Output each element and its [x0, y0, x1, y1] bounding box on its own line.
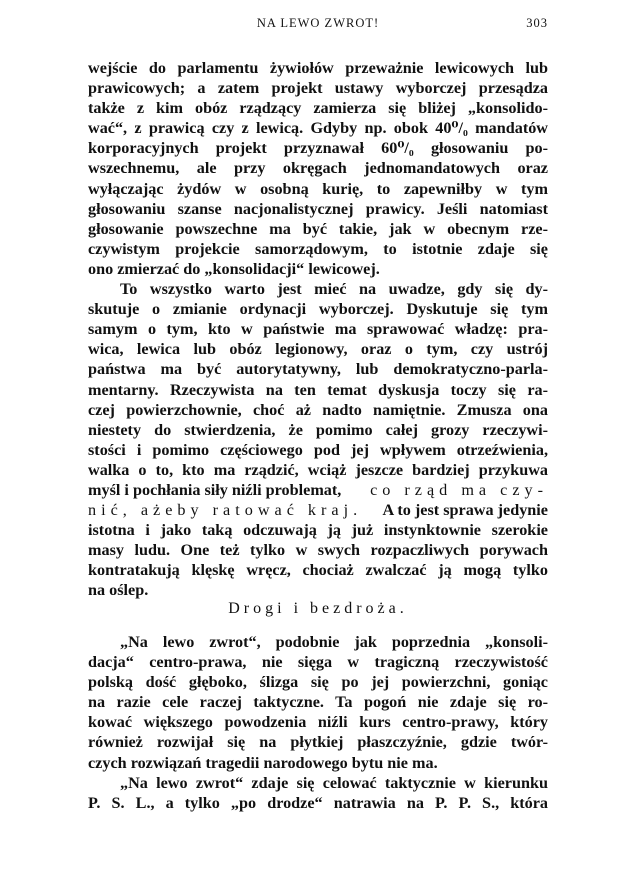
text-line: kować większego powodzenia niźli kurs centro-prawy, który: [88, 713, 548, 732]
text-line: na oślep.: [88, 581, 149, 600]
text-line: wszechnemu, ale przy okręgach jednomandatowych oraz: [88, 159, 548, 178]
text-line: P. S. L., a tylko „po drodze“ natrawia na P. P. S., która: [88, 793, 548, 812]
text-line: samym o tym, kto w państwie ma sprawować władzę: pra-: [88, 320, 548, 339]
text-segment: A to jest sprawa jedynie: [382, 501, 548, 520]
text-line: wejście do parlamentu żywiołów przeważnie lewicowych lub: [88, 59, 548, 77]
text-line: stości i pomimo częściowego pod jej wpływem otrzeźwienia,: [88, 440, 548, 459]
text-line: prawicowych; a zatem projekt ustawy wyborczej przesądza: [88, 79, 548, 98]
text-line: czych rozwiązań tragedii narodowego bytu nie ma.: [88, 753, 438, 772]
page-number: 303: [526, 16, 548, 30]
text-line: niestety do stwierdzenia, że pomimo całej grozy rzeczywi-: [88, 420, 548, 439]
text-line: polską dość głęboko, ślizga się po jej powierzchni, goniąc: [88, 673, 548, 692]
text-line: istotna i jako taką odczuwają ją już instynktownie szerokie: [88, 521, 548, 540]
text-line: również rozwijał się na płytkiej płaszczyźnie, gdzie twór-: [88, 733, 548, 752]
emphasized-spaced-text: nić, ażeby ratować kraj.: [88, 501, 363, 520]
text-line: czej powierzchownie, choć aż nadto namiętnie. Zmusza ona: [88, 400, 548, 419]
text-segment: myśl i pochłania siły niźli problemat,: [88, 480, 342, 499]
text-line: na razie cele raczej taktyczne. Ta pogoń nie zdaje się ro-: [88, 693, 548, 712]
text-line: „Na lewo zwrot“, podobnie jak poprzednia „konsoli-: [120, 633, 548, 651]
text-line-spaced: [88, 500, 548, 520]
text-line: kontratakują klęskę wręcz, chociaż zwalczać ją mogą tylko: [88, 561, 548, 580]
running-title: NA LEWO ZWROT!: [256, 16, 380, 30]
text-line: ono zmierzać do „konsolidacji“ lewicowej.: [88, 259, 380, 278]
text-line: państwa ma być autorytatywny, lub demokratyczno-parla-: [88, 360, 548, 379]
text-line: wyłączając żydów w osobną kurię, to zapewniłby w tym: [88, 179, 548, 198]
text-line: wać“, z prawicą czy z lewicą. Gdyby np. obok 40⁰/₀ mandatów: [88, 119, 548, 138]
text-line: walka o to, kto ma rządzić, wciąż jeszcze bardziej przykuwa: [88, 460, 548, 479]
text-line: głosowaniu szanse nacjonalistycznej prawicy. Jeśli natomiast: [88, 199, 548, 218]
paragraph-3: [88, 632, 548, 773]
text-line: masy ludu. One też tylko w swych rozpaczliwych porywach: [88, 541, 548, 560]
text-line: To wszystko warto jest mieć na uwadze, gdy się dy-: [120, 280, 548, 299]
emphasized-spaced-text: co rząd ma czy-: [370, 480, 548, 499]
text-line: czywistym projekcie samorządowym, to istotnie zdaje się: [88, 239, 548, 258]
body-text-upper: [88, 58, 548, 601]
text-line: dacja“ centro-prawa, nie sięga w tragiczną rzeczywistość: [88, 653, 548, 672]
text-line: głosowanie powszechne ma być takie, jak w obecnym rze-: [88, 219, 548, 238]
text-line: skutuje o zmianie ordynacji wyborczej. Dyskutuje się tym: [88, 300, 548, 319]
paragraph-1: [88, 58, 548, 279]
text-line: „Na lewo zwrot“ zdaje się celować taktycznie w kierunku: [120, 773, 548, 792]
text-line: mentarny. Rzeczywista na ten temat dyskusja toczy się ra-: [88, 380, 548, 399]
text-line: korporacyjnych projekt przyznawał 60⁰/₀ głosowaniu po-: [88, 139, 548, 158]
paragraph-2: [88, 279, 548, 601]
section-heading: Drogi i bezdroża.: [228, 600, 408, 617]
text-line: wica, lewica lub obóz legionowy, oraz o tym, czy ustrój: [88, 340, 548, 359]
paragraph-4: [88, 773, 548, 813]
body-text-lower: [88, 632, 548, 813]
text-line: także z kim obóz rządzący zamierza się bliżej „konsolido-: [88, 99, 548, 118]
text-line-spaced: [88, 480, 548, 500]
